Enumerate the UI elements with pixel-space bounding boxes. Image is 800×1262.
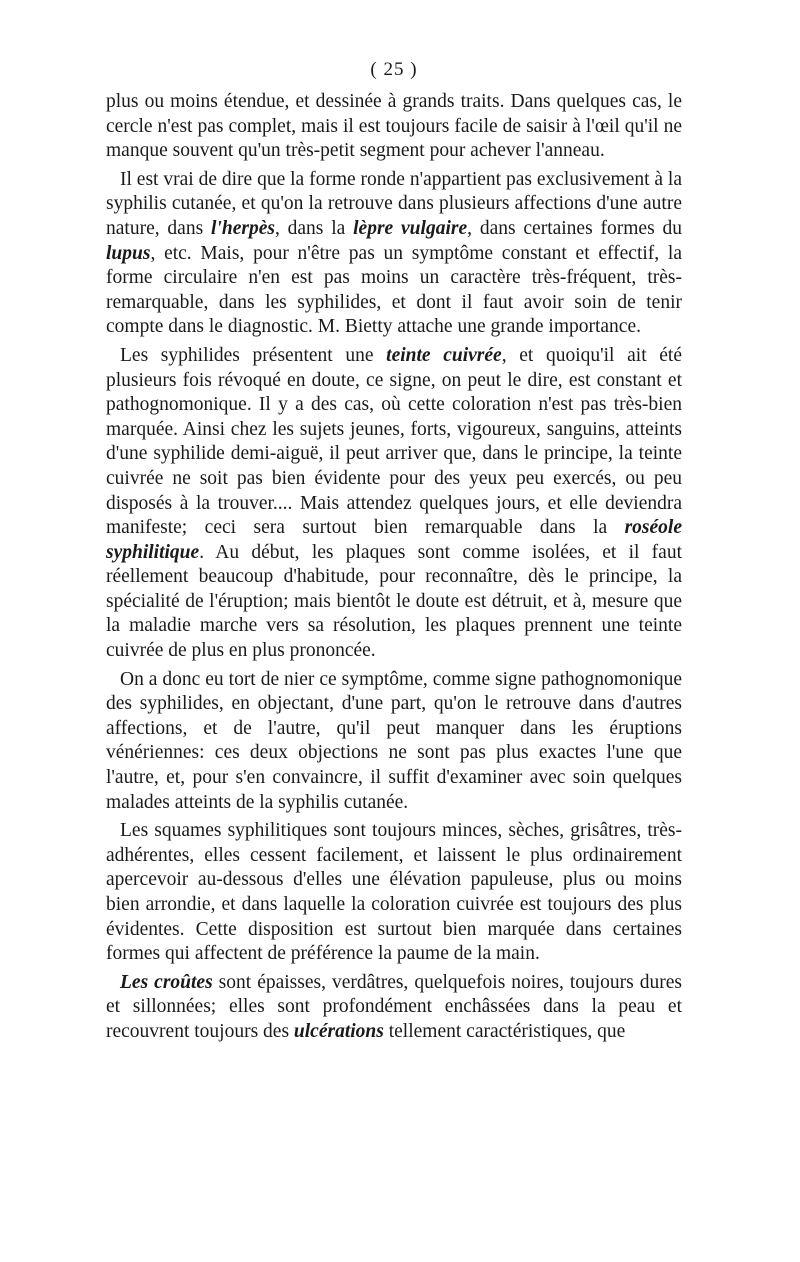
- paragraph-2: [106, 168, 682, 340]
- paragraph-text: tellement caractéristiques, que: [383, 1020, 626, 1042]
- paragraph-text: sont épaisses, verdâtres, quelquefois noires, toujours dures et sillonnées; elles sont profondément enchâssées dans la peau et recouvrent toujours des: [106, 971, 683, 1042]
- paragraph-text: Les squames syphilitiques sont toujours minces, sèches, grisâtres, très-adhérentes, elles cessent facilement, et laissent le plus ordinairement apercevoir au-dessous d'elles une élévation papuleuse, plus ou moins bien arrondie, et dans laquelle la coloration cuivrée est toujours des plus évidentes. Cette disposition est surtout bien marquée dans certaines formes qui affectent de préférence la paume de la main.: [106, 820, 682, 965]
- italic-term-teinte-cuivree: teinte cuivrée: [386, 344, 502, 366]
- paragraph-text: . Au début, les plaques sont comme isolées, et il faut réellement beaucoup d'habitude, pour reconnaître, dès le principe, la spécialité de l'éruption; mais bientôt le doute est détruit, et à, mesure que la maladie marche vers sa résolution, les plaques prennent une teinte cuivrée de plus en plus prononcée.: [106, 541, 682, 662]
- paragraph-5: [106, 819, 682, 967]
- paragraph-text: Il est vrai de dire que la forme ronde n'appartient pas exclusivement à la syphilis cutanée, et qu'on la retrouve dans plusieurs affections d'une autre nature, dans: [106, 168, 682, 239]
- paragraph-text: , etc. Mais, pour n'être pas un symptôme constant et effectif, la forme circulaire n'en est pas moins un caractère très-fréquent, très-remarquable, dans les syphilides, et dont il faut avoir soin de tenir compte dans le diagnostic. M. Bietty attache une grande importance.: [106, 242, 682, 338]
- paragraph-text: , dans certaines formes du: [467, 217, 682, 239]
- paragraph-text: On a donc eu tort de nier ce symptôme, comme signe pathognomonique des syphilides, en objectant, d'une part, qu'on le retrouve dans d'autres affections, et de l'autre, qu'il peut manquer dans les éruptions vénériennes: ces deux objections ne sont pas plus exactes l'une que l'autre, et, pour s'en convaincre, il suffit d'examiner avec soin quelques malades atteints de la syphilis cutanée.: [106, 668, 682, 813]
- paragraph-6: [106, 971, 682, 1045]
- italic-term-lepre-vulgaire: lèpre vulgaire: [353, 217, 468, 239]
- paragraph-text: plus ou moins étendue, et dessinée à grands traits. Dans quelques cas, le cercle n'est pas complet, mais il est toujours facile de saisir à l'œil qu'il ne manque souvent qu'un très-petit segment pour achever l'anneau.: [106, 91, 682, 162]
- paragraph-4: [106, 668, 682, 816]
- italic-term-roseole-syphilitique: roséole syphilitique: [106, 517, 682, 563]
- paragraph-text: , dans la: [274, 217, 354, 239]
- italic-term-lupus: lupus: [106, 242, 151, 264]
- italic-term-les-croutes: Les croûtes: [120, 971, 213, 993]
- paragraph-3: [106, 344, 682, 664]
- italic-term-ulcerations: ulcérations: [293, 1020, 384, 1042]
- paragraph-1: [106, 90, 682, 164]
- paragraph-text: , et quoiqu'il ait été plusieurs fois révoqué en doute, ce signe, on peut le dire, est constant et pathognomonique. Il y a des cas, où cette coloration n'est pas très-bien marquée. Ainsi chez les sujets jeunes, forts, vigoureux, sanguins, atteints d'une syphilide demi-aiguë, il peut arriver que, dans le principe, la teinte cuivrée ne soit pas bien évidente pour des yeux peu exercés, ou peu disposés à la trouver.... Mais attendez quelques jours, et elle deviendra manifeste; ceci sera surtout bien remarquable dans la: [106, 344, 683, 539]
- paragraph-text: Les syphilides présentent une: [120, 344, 387, 366]
- italic-term-herpes: l'herpès: [211, 217, 275, 239]
- page-number: ( 25 ): [370, 59, 418, 80]
